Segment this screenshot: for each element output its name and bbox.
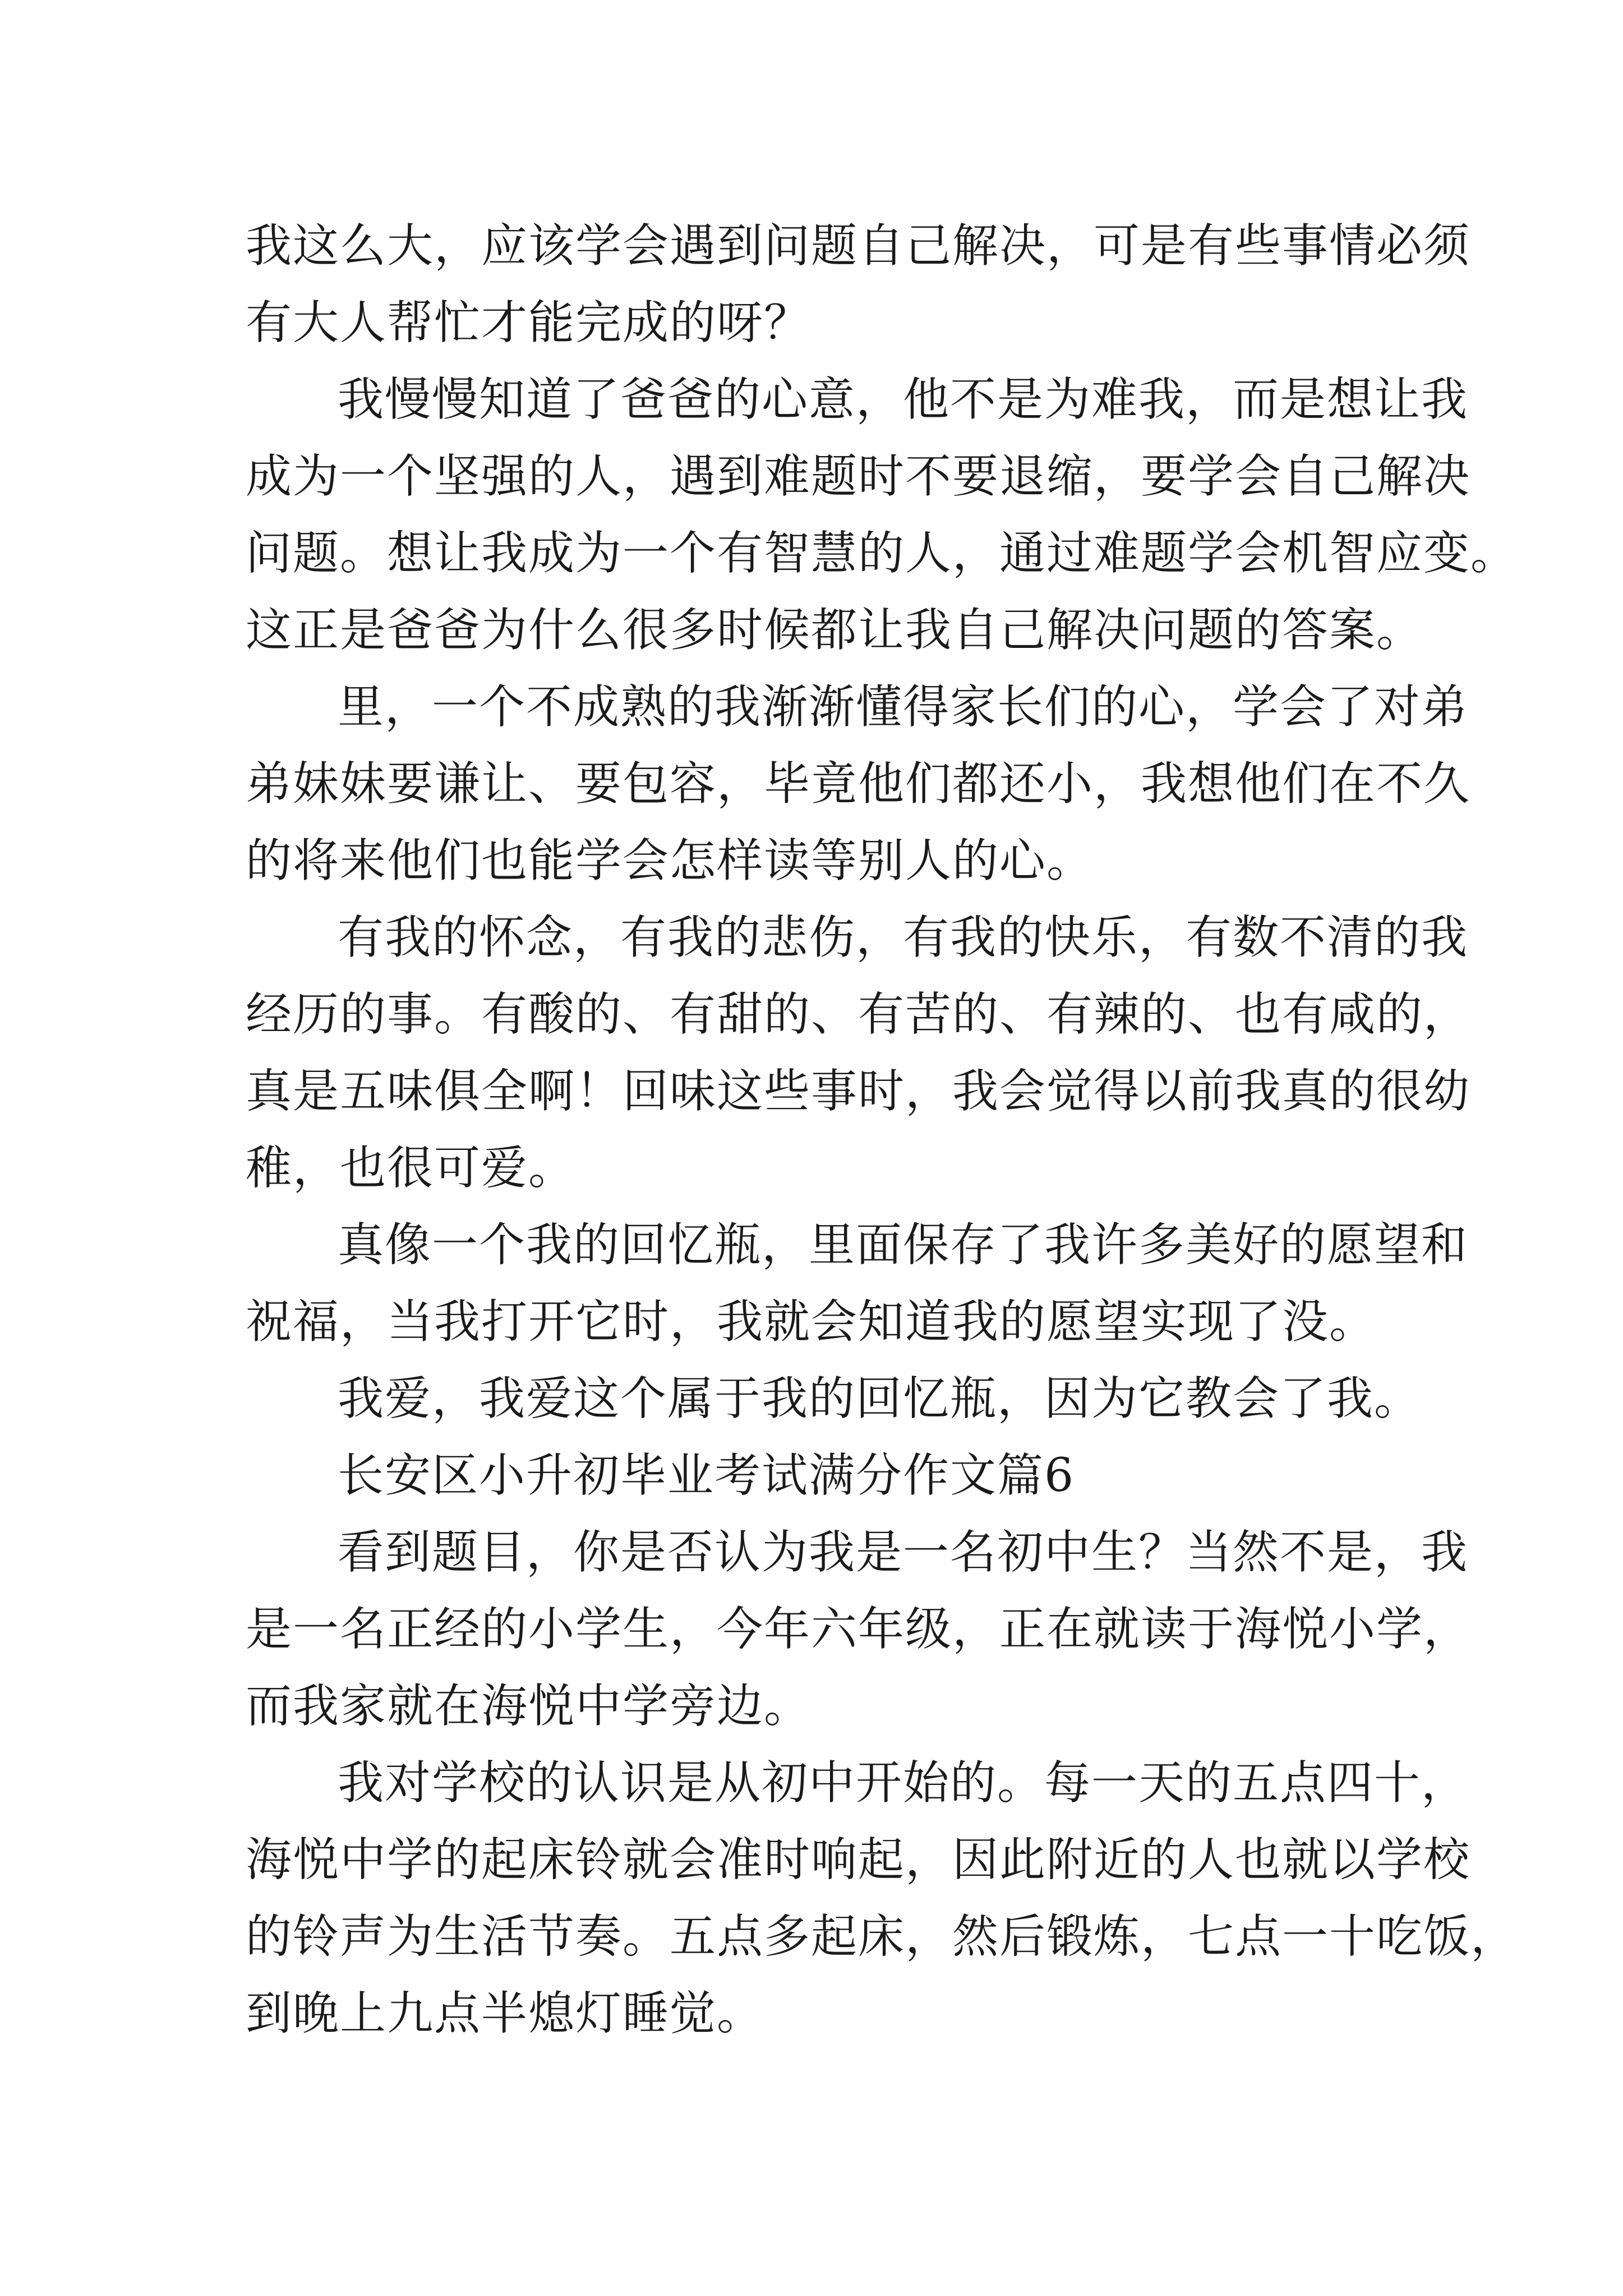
text-line: 的铃声为生活节奏。五点多起床，然后锻炼，七点一十吃饭， [246,1910,1518,1963]
text-line: 到晚上九点半熄灯睡觉。 [246,1987,764,2040]
text-line: 我爱，我爱这个属于我的回忆瓶，因为它教会了我。 [338,1372,1422,1425]
text-line: 看到题目，你是否认为我是一名初中生？当然不是，我 [338,1526,1469,1579]
text-line: 真是五味俱全啊！回味这些事时，我会觉得以前我真的很幼 [246,1065,1471,1118]
text-line: 这正是爸爸为什么很多时候都让我自己解决问题的答案。 [246,604,1424,657]
text-line: 的将来他们也能学会怎样读等别人的心。 [246,834,1094,887]
text-line: 我这么大，应该学会遇到问题自己解决，可是有些事情必须 [246,219,1471,273]
document-body [246,208,1518,2052]
text-line: 海悦中学的起床铃就会准时响起，因此附近的人也就以学校 [246,1833,1471,1887]
text-line: 真像一个我的回忆瓶，里面保存了我许多美好的愿望和 [338,1218,1469,1272]
text-line: 是一名正经的小学生，今年六年级，正在就读于海悦小学， [246,1603,1471,1656]
text-line: 祝福，当我打开它时，我就会知道我的愿望实现了没。 [246,1295,1377,1349]
text-line: 有大人帮忙才能完成的呀？ [246,296,811,349]
text-line: 我对学校的认识是从初中开始的。每一天的五点四十， [338,1756,1469,1810]
section-heading: 长安区小升初毕业考试满分作文篇6 [338,1449,1075,1502]
text-line: 有我的怀念，有我的悲伤，有我的快乐，有数不清的我 [338,911,1469,964]
text-line: 我慢慢知道了爸爸的心意，他不是为难我，而是想让我 [338,373,1469,426]
text-line: 而我家就在海悦中学旁边。 [246,1680,811,1733]
text-line: 成为一个坚强的人，遇到难题时不要退缩，要学会自己解决 [246,450,1471,503]
text-line: 里，一个不成熟的我渐渐懂得家长们的心，学会了对弟 [338,680,1469,734]
text-line: 问题。想让我成为一个有智慧的人，通过难题学会机智应变。 [246,527,1518,580]
text-line: 弟妹妹要谦让、要包容，毕竟他们都还小，我想他们在不久 [246,757,1471,811]
text-line: 经历的事。有酸的、有甜的、有苦的、有辣的、也有咸的， [246,988,1471,1041]
text-line: 稚，也很可爱。 [246,1142,576,1195]
